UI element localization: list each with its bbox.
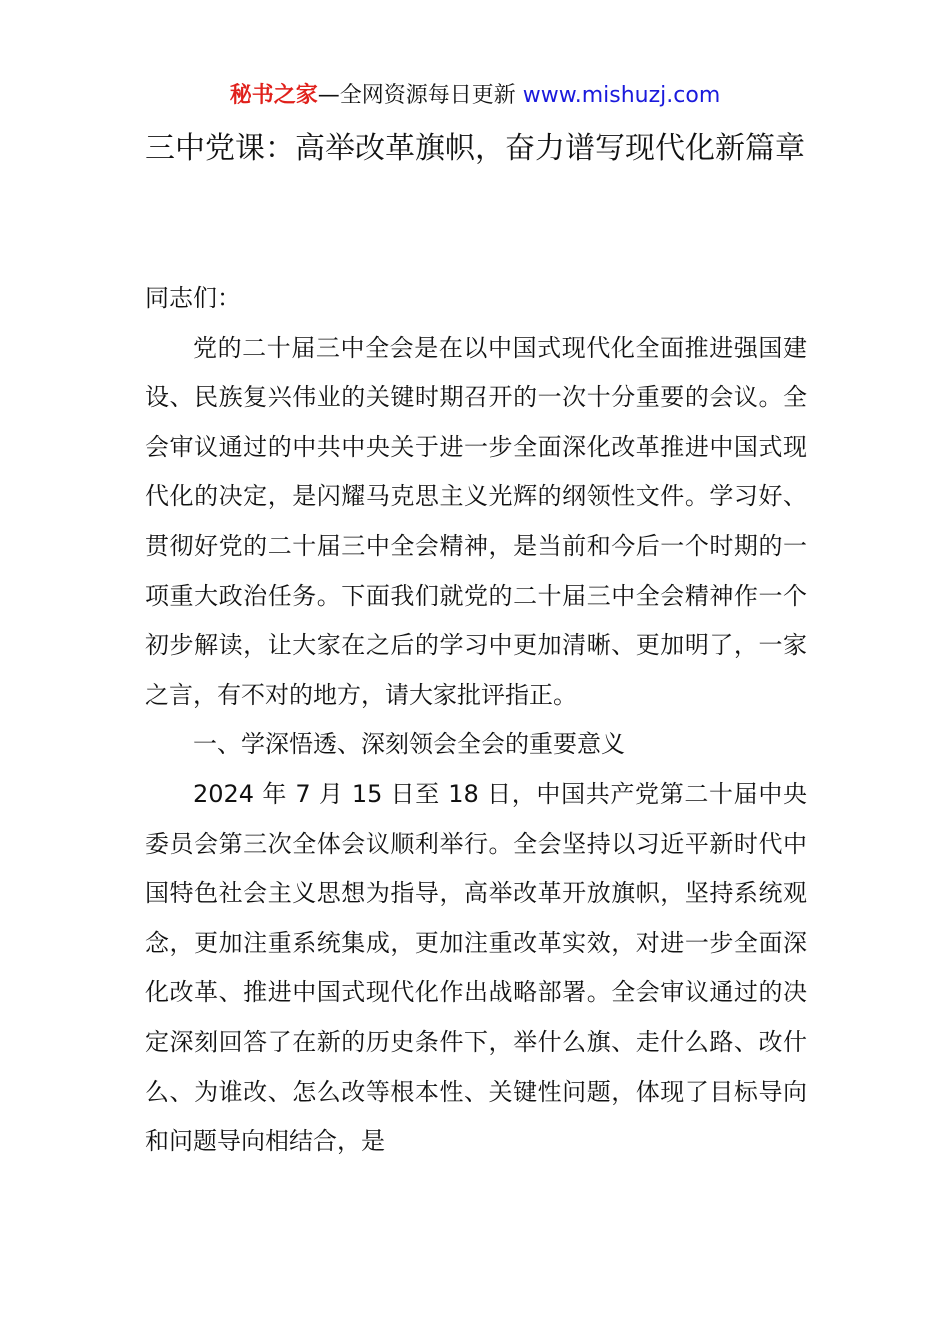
site-tagline: —全网资源每日更新 — [317, 83, 523, 108]
document-body — [145, 274, 807, 1167]
section-heading: 一、学深悟透、深刻领会全会的重要意义 — [193, 730, 625, 759]
site-header — [0, 80, 950, 112]
paragraph-section-one: 2024 年 7 月 15 日至 18 日，中国共产党第二十届中央委员会第三次全体会议顺利举行。全会坚持以习近平新时代中国特色社会主义思想为指导，高举改革开放旗帜，坚持系统观念，更加注重系统集成，更加注重改革实效，对进一步全面深化改革、推进中国式现代化作出战略部署。全会审议通过的决定深刻回答了在新的历史条件下，举什么旗、走什么路、改什么、为谁改、怎么改等根本性、关键性问题，体现了目标导向和问题导向相结合，是 — [145, 779, 807, 1156]
site-url-link[interactable]: www.mishuzj.com — [522, 83, 721, 108]
site-brand: 秘书之家 — [229, 83, 318, 108]
document-title: 三中党课：高举改革旗帜，奋力谱写现代化新篇章 — [145, 131, 805, 166]
paragraph-intro: 党的二十届三中全会是在以中国式现代化全面推进强国建设、民族复兴伟业的关键时期召开的一次十分重要的会议。全会审议通过的中共中央关于进一步全面深化改革推进中国式现代化的决定，是闪耀马克思主义光辉的纲领性文件。学习好、贯彻好党的二十届三中全会精神，是当前和今后一个时期的一项重大政治任务。下面我们就党的二十届三中全会精神作一个初步解读，让大家在之后的学习中更加清晰、更加明了，一家之言，有不对的地方，请大家批评指正。 — [145, 333, 807, 709]
salutation: 同志们： — [145, 284, 241, 312]
